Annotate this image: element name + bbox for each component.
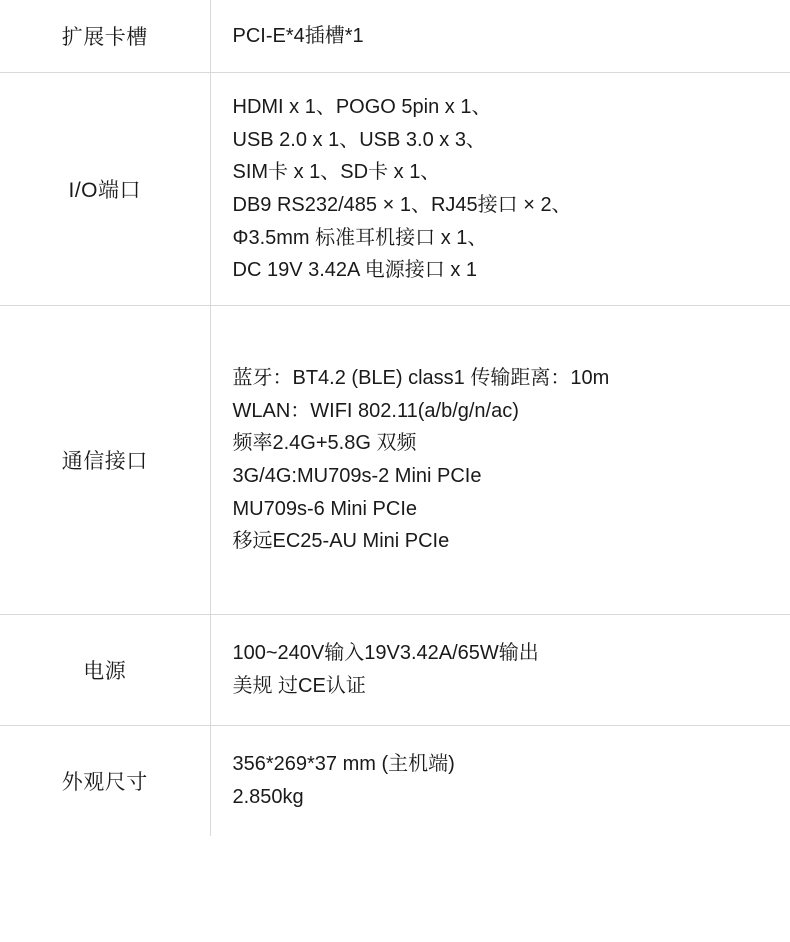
table-row xyxy=(0,615,790,726)
table-row xyxy=(0,726,790,837)
value-line: SIM卡 x 1、SD卡 x 1、 xyxy=(232,161,441,184)
value-line: 2.850kg xyxy=(232,786,304,808)
value-line: DC 19V 3.42A 电源接口 x 1 xyxy=(232,259,478,282)
row-label-expansion-slot: 扩展卡槽 xyxy=(61,26,148,49)
row-label-io-ports: I/O端口 xyxy=(68,179,141,202)
value-line: 356*269*37 mm (主机端) xyxy=(232,753,455,776)
value-line: 频率2.4G+5.8G 双频 xyxy=(232,432,417,455)
value-line: PCI-E*4插槽*1 xyxy=(232,24,364,47)
value-line: 美规 过CE认证 xyxy=(232,675,366,697)
value-line: Φ3.5mm 标准耳机接口 x 1、 xyxy=(232,226,488,249)
value-line: 100~240V输入19V3.42A/65W输出 xyxy=(232,642,539,665)
page-bottom-whitespace xyxy=(0,836,790,942)
row-value-expansion-slot xyxy=(210,0,790,73)
row-value-dimensions xyxy=(210,726,790,837)
row-label-communication-interface: 通信接口 xyxy=(61,450,148,473)
row-label-power: 电源 xyxy=(83,660,127,683)
value-line: DB9 RS232/485 × 1、RJ45接口 × 2、 xyxy=(232,194,572,216)
table-row xyxy=(0,306,790,615)
row-label-dimensions: 外观尺寸 xyxy=(61,771,148,794)
table-row xyxy=(0,0,790,73)
row-value-power xyxy=(210,615,790,726)
value-line: MU709s-6 Mini PCIe xyxy=(232,497,418,520)
row-value-io-ports xyxy=(210,73,790,306)
value-line: WLAN：WIFI 802.11(a/b/g/n/ac) xyxy=(232,399,519,422)
row-value-communication-interface xyxy=(210,306,790,615)
value-line: 移远EC25-AU Mini PCIe xyxy=(232,530,450,553)
value-line: USB 2.0 x 1、USB 3.0 x 3、 xyxy=(232,128,486,151)
value-line: 3G/4G:MU709s-2 Mini PCIe xyxy=(232,465,482,487)
value-line: 蓝牙：BT4.2 (BLE) class1 传输距离：10m xyxy=(232,367,610,390)
table-row xyxy=(0,73,790,306)
value-line: HDMI x 1、POGO 5pin x 1、 xyxy=(232,96,492,119)
